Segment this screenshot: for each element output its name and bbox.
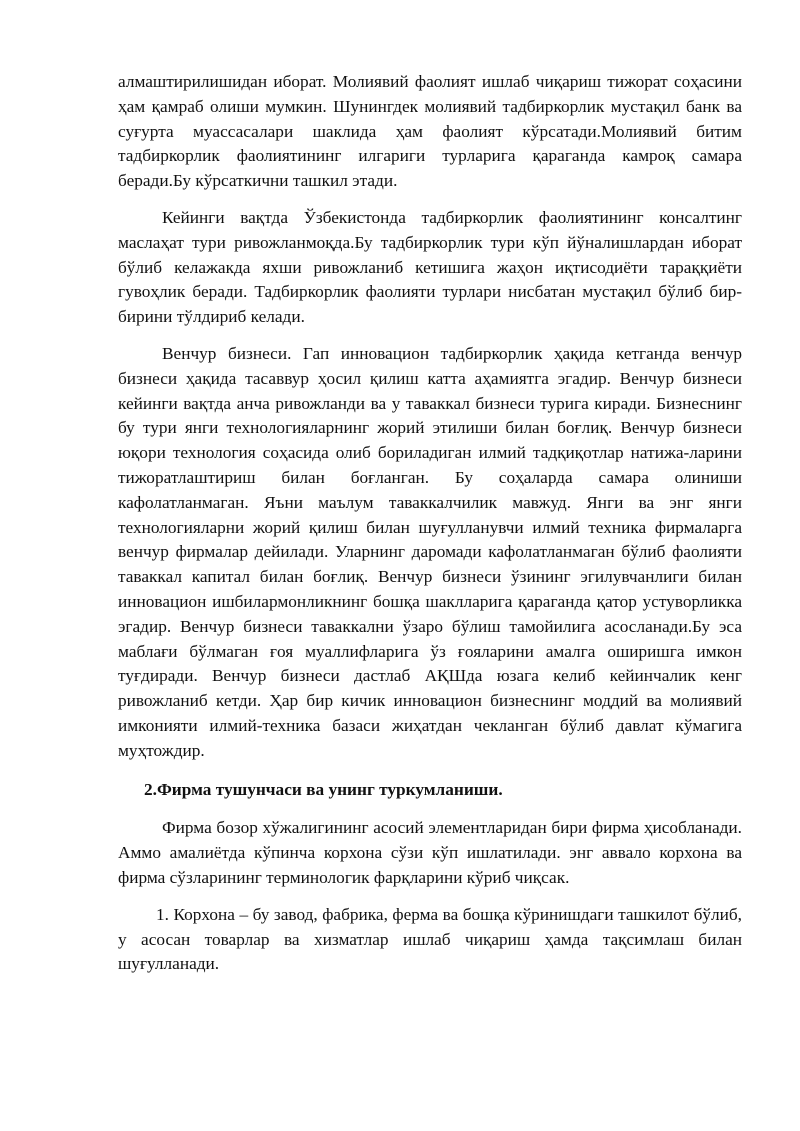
paragraph-venture-business: Венчур бизнеси. Гап инновацион тадбиркорлик ҳақида кетганда венчур бизнеси ҳақида тасаввур ҳосил қилиш катта аҳамиятга эгадир. Венчур бизнеси кейинги вақтда анча ривожланди ва у таваккал бизнеси турига киради. Бизнеснинг бу тури янги технологияларнинг жорий этилиши билан боғлиқ. Венчур бизнеси юқори технология соҳасида олиб бориладиган илмий тадқиқотлар натижа-ларини тижоратлаштириш билан боғланган. Бу соҳаларда самара олиниши кафолатланмаган. Яъни маълум таваккалчилик мавжуд. Янги ва энг янги технологияларни жорий қилиш билан шуғулланувчи илмий техника фирмаларга венчур фирмалар дейилади. Уларнинг даромади кафолатланмаган бўлиб фаолияти таваккал капитал билан боғлиқ. Венчур бизнеси ўзининг эгилувчанлиги билан инновацион ишбилармонликнинг бошқа шаклларига қараганда қатор устуворликка эгадир. Венчур бизнеси таваккални ўзаро бўлиш тамойилига асосланади.Бу эса маблағи бўлмаган ғоя муаллифларига ўз ғояларини амалга оширишга имкон туғдиради. Венчур бизнеси дастлаб АҚШда юзага келиб кейинчалик кенг ривожланиб кетди. Ҳар бир кичик инновацион бизнеснинг моддий ва молиявий имконияти илмий-техника базаси жиҳатдан чекланган бўлиб давлат кўмагига муҳтождир. xyxy=(118,343,742,760)
paragraph-firm-definition: Фирма бозор хўжалигининг асосий элементларидан бири фирма ҳисобланади. Аммо амалиётда кўпинча корхона сўзи кўп ишлатилади. энг аввало корхона ва фирма сўзларининг терминологик фарқларини кўриб чиқсак. xyxy=(118,818,742,887)
list-item-number: 1. xyxy=(156,904,169,924)
paragraph-financial-activity: алмаштирилишидан иборат. Молиявий фаолият ишлаб чиқариш тижорат соҳасини ҳам қамраб олиши мумкин. Шунингдек молиявий тадбиркорлик мустақил банк ва суғурта муассасалари шаклида ҳам фаолият кўрсатади.Молиявий битим тадбиркорлик фаолиятининг илгариги турларига қараганда камроқ самара беради.Бу кўрсаткични ташкил этади. xyxy=(118,72,742,191)
section-heading: 2.Фирма тушунчаси ва унинг туркумланиши. xyxy=(144,779,503,799)
list-item-text: Корхона – бу завод, фабрика, ферма ва бошқа кўринишдаги ташкилот бўлиб, у асосан товарлар ва хизматлар ишлаб чиқариш ҳамда тақсимлаш билан шуғулланади. xyxy=(118,904,742,974)
paragraph-consulting: Кейинги вақтда Ўзбекистонда тадбиркорлик фаолиятининг консалтинг маслаҳат тури ривожланмоқда.Бу тадбиркорлик тури кўп йўналишлардан иборат бўлиб келажакда яхши ривожланиб кетишига жаҳон иқтисодиёти тараққиёти гувоҳлик беради. Тадбиркорлик фаолияти турлари нисбатан мустақил бўлиб бир-бирини тўлдириб келади. xyxy=(118,207,742,327)
list-item xyxy=(118,903,742,977)
